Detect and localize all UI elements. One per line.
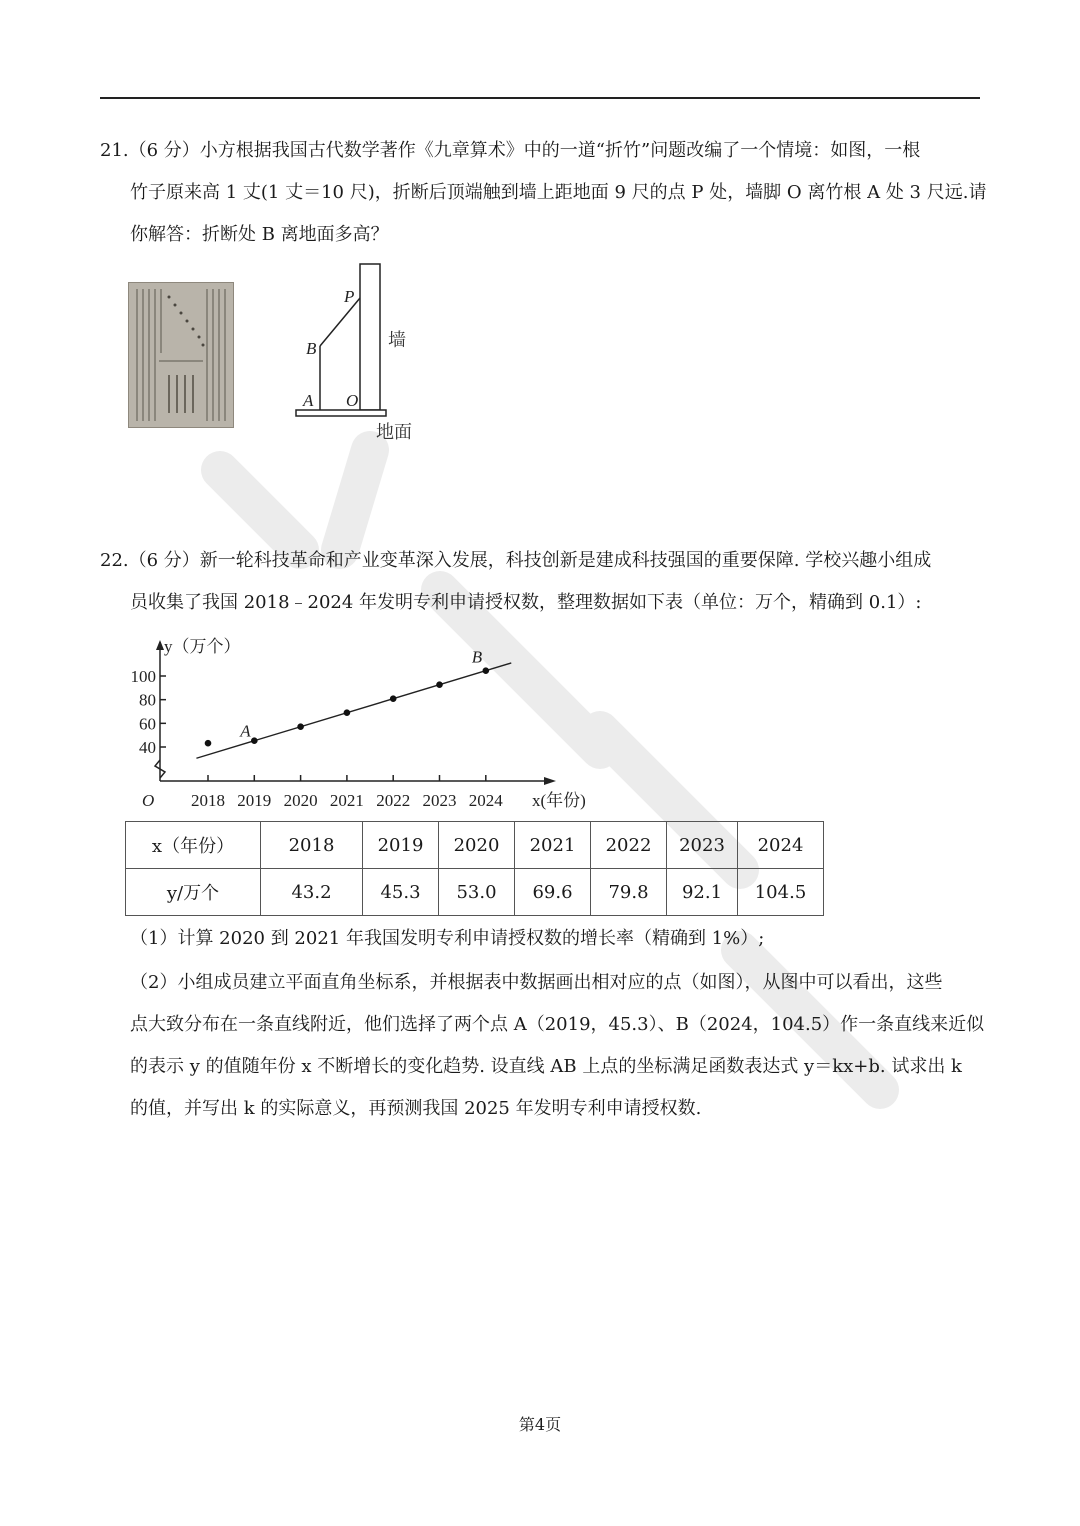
table-cell: 79.8: [591, 869, 667, 916]
table-cell: 2020: [439, 822, 515, 869]
q22-part2-line-2: 点大致分布在一条直线附近，他们选择了两个点 A（2019，45.3）、B（2024，104.5）作一条直线来近似: [130, 1014, 985, 1035]
x-tick-label: 2021: [329, 791, 364, 810]
data-point: [344, 709, 351, 716]
q22-part2-line-3: 的表示 y 的值随年份 x 不断增长的变化趋势. 设直线 AB 上点的坐标满足函数表达式 y＝kx+b. 试求出 k: [130, 1056, 962, 1077]
x-tick-label: 2024: [468, 791, 503, 810]
q21-line-3: 你解答：折断处 B 离地面多高？: [130, 224, 389, 245]
patent-scatter-chart: [120, 628, 620, 813]
table-cell: 45.3: [363, 869, 439, 916]
table-cell: 2021: [515, 822, 591, 869]
y-tick-label: 60: [139, 714, 156, 734]
point-label: B: [471, 647, 483, 667]
x-tick-label: 2023: [422, 791, 457, 810]
label-a: A: [303, 391, 314, 410]
data-point: [205, 740, 212, 747]
x-tick-label: 2019: [237, 791, 272, 810]
y-tick-label: 40: [139, 738, 156, 757]
table-row-header: [126, 822, 824, 869]
page-number: 第4页: [518, 1415, 562, 1434]
patent-data-table: [125, 821, 824, 916]
y-tick-label: 100: [130, 667, 156, 686]
data-point: [390, 695, 397, 702]
x-tick-label: 2022: [376, 791, 411, 810]
label-ground: 地面: [376, 422, 412, 443]
y-axis-arrow: [156, 640, 164, 650]
bamboo-diagram: [290, 258, 430, 448]
table-cell: 2018: [261, 822, 363, 869]
q22-part1: [100, 918, 980, 960]
top-rule: [100, 97, 980, 99]
table-cell: 43.2: [261, 869, 363, 916]
fit-line-ab: [196, 663, 511, 758]
q22-line-2: 员收集了我国 2018﹣2024 年发明专利申请授权数，整理数据如下表（单位：万个，精确到 0.1）:: [130, 592, 922, 613]
table-cell: x（年份）: [126, 822, 261, 869]
label-o: O: [346, 391, 359, 410]
ancient-book-image: [128, 282, 234, 428]
data-point: [483, 667, 490, 674]
label-wall: 墙: [388, 330, 406, 351]
data-point: [297, 723, 304, 730]
point-label: A: [240, 721, 251, 741]
table-cell: 104.5: [738, 869, 824, 916]
q22-line-1: 22.（6 分）新一轮科技革命和产业变革深入发展，科技创新是建成科技强国的重要保障. 学校兴趣小组成: [100, 550, 932, 571]
x-tick-label: 2018: [191, 791, 225, 810]
table-cell: 2023: [667, 822, 738, 869]
q22-part2-line-1: （2）小组成员建立平面直角坐标系，并根据表中数据画出相对应的点（如图），从图中可以看出，这些: [130, 972, 943, 993]
q22-part2: [100, 962, 985, 1130]
table-row-values: [126, 869, 824, 916]
q21-line-2: 竹子原来高 1 丈(1 丈＝10 尺)，折断后顶端触到墙上距地面 9 尺的点 P 处，墙脚 O 离竹根 A 处 3 尺远.请: [130, 182, 987, 203]
x-tick-label: 2020: [283, 791, 318, 810]
origin-label: O: [142, 791, 155, 810]
q22-part1-line: （1）计算 2020 到 2021 年我国发明专利申请授权数的增长率（精确到 1%）;: [130, 928, 765, 949]
x-axis-label: x(年份): [532, 791, 586, 810]
q22-part2-line-4: 的值，并写出 k 的实际意义，再预测我国 2025 年发明专利申请授权数.: [130, 1098, 702, 1119]
wall: [360, 264, 380, 410]
table-cell: 2019: [363, 822, 439, 869]
table-cell: 92.1: [667, 869, 738, 916]
y-tick-label: 80: [139, 690, 156, 710]
q21-line-1: 21.（6 分）小方根据我国古代数学著作《九章算术》中的一道“折竹”问题改编了一个情境：如图，一根: [100, 140, 921, 161]
ground: [296, 410, 386, 416]
table-cell: 53.0: [439, 869, 515, 916]
q21-text: [100, 130, 987, 256]
table-cell: 2024: [738, 822, 824, 869]
y-axis-label: y（万个）: [164, 637, 241, 656]
q22-text: [100, 540, 980, 624]
table-cell: y/万个: [126, 869, 261, 916]
table-cell: 69.6: [515, 869, 591, 916]
data-point: [436, 681, 443, 688]
table-cell: 2022: [591, 822, 667, 869]
label-p: P: [344, 287, 355, 306]
data-point: [251, 737, 258, 744]
x-axis-arrow: [544, 777, 556, 785]
label-b: B: [306, 339, 317, 358]
